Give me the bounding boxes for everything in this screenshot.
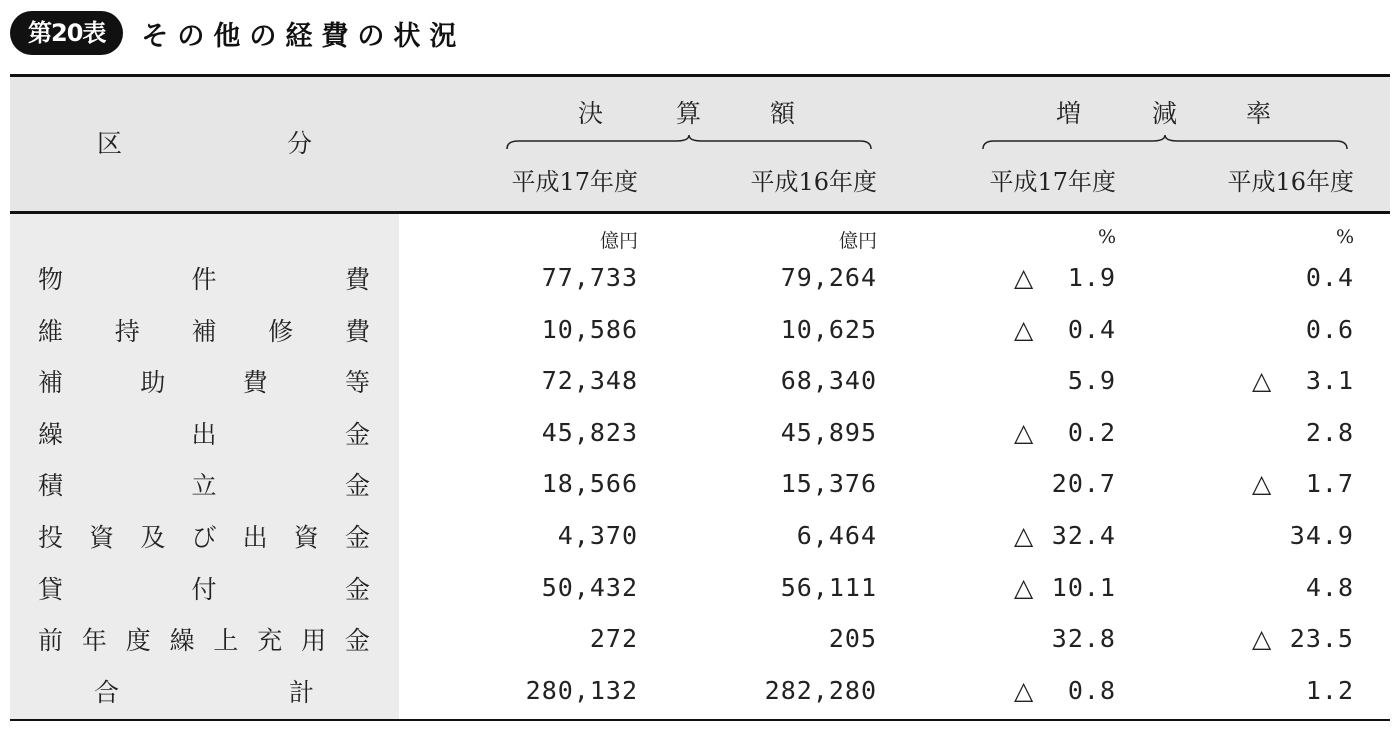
header-kessan-char: 算: [676, 99, 702, 128]
header-kessan-char: 額: [770, 99, 796, 128]
amount-h17-cell: [398, 458, 638, 510]
amount-h17-cell: [398, 252, 638, 304]
cell-value: 1.2: [1305, 675, 1354, 705]
amount-h16-cell: [637, 304, 877, 356]
cell-value: 34.9: [1289, 521, 1354, 550]
rate-h16-cell: [1114, 304, 1354, 356]
unit-amount-h17: 億円: [599, 230, 638, 252]
header-zougen-char: 減: [1152, 99, 1178, 128]
amount-h16-cell: [637, 613, 877, 665]
row-label: [38, 458, 370, 510]
rate-h17-cell: [876, 407, 1116, 459]
cell-value: 205: [828, 624, 877, 654]
cell-value: 272: [589, 624, 638, 654]
rate-h16-cell: [1114, 613, 1354, 665]
amount-h17-cell: [398, 562, 638, 614]
amount-h17-cell: [398, 407, 638, 459]
row-label-char: 費: [242, 368, 268, 398]
header-kessan-char: 決: [578, 99, 604, 128]
row-label-char: 助: [140, 368, 166, 398]
amount-h17-cell: [398, 613, 638, 665]
row-label: [38, 304, 370, 356]
rate-h16-cell: [1114, 252, 1354, 304]
decrease-triangle-icon: △: [1014, 572, 1035, 602]
row-label-char: 立: [191, 471, 217, 501]
amount-h16-cell: [637, 252, 877, 304]
amount-h17-cell: [398, 355, 638, 407]
row-label-char: 用: [301, 626, 327, 656]
row-label-char: 充: [257, 626, 283, 656]
row-label-char: 持: [114, 316, 140, 346]
header-kubun-char: 区: [97, 129, 123, 158]
table-row: [10, 665, 1390, 717]
row-label-char: 上: [213, 626, 239, 656]
amount-h16-cell: [637, 407, 877, 459]
row-label-char: 金: [344, 419, 370, 449]
row-label-char: 金: [344, 471, 370, 501]
rate-h16-cell: [1114, 562, 1354, 614]
cell-value: 4.8: [1305, 572, 1354, 602]
table-row: [10, 252, 1390, 304]
row-label: [38, 407, 370, 459]
decrease-triangle-icon: △: [1252, 469, 1273, 499]
unit-rate-h16: %: [1335, 226, 1354, 248]
rate-h16-cell: [1114, 665, 1354, 717]
row-label-char: 補: [38, 368, 64, 398]
amount-h16-cell: [637, 510, 877, 562]
row-label-char: 年: [81, 626, 107, 656]
cell-value: 77,733: [541, 263, 638, 292]
header-zougen-brace: [982, 134, 1348, 150]
decrease-triangle-icon: △: [1014, 675, 1035, 705]
cell-value: 0.6: [1305, 314, 1354, 344]
table-row: [10, 613, 1390, 665]
row-label-char: 等: [344, 368, 370, 398]
rate-h17-cell: [876, 562, 1116, 614]
cell-value: 18,566: [541, 469, 638, 499]
row-label-char: 費: [344, 265, 370, 294]
cell-value: 10.1: [1051, 572, 1116, 602]
row-label-char: 出: [191, 419, 217, 449]
cell-value: 282,280: [764, 675, 877, 705]
row-label-char: 出: [242, 523, 268, 552]
row-label-char: 金: [344, 523, 370, 552]
decrease-triangle-icon: △: [1252, 366, 1273, 396]
cell-value: 0.4: [1067, 314, 1116, 344]
rate-h17-cell: [876, 665, 1116, 717]
row-label: [38, 562, 370, 614]
cell-value: 45,823: [541, 417, 638, 447]
rate-h16-cell: [1114, 355, 1354, 407]
row-label-char: 度: [125, 626, 151, 656]
cell-value: 6,464: [796, 521, 877, 550]
table-row: [10, 458, 1390, 510]
cell-value: 4,370: [557, 521, 638, 550]
cell-value: 2.8: [1305, 417, 1354, 447]
table-number-badge: 第20表: [10, 11, 123, 55]
cell-value: 45,895: [780, 417, 877, 447]
row-label: [38, 355, 370, 407]
cell-value: 3.1: [1305, 366, 1354, 396]
row-label-char: 積: [38, 471, 64, 501]
decrease-triangle-icon: △: [1014, 314, 1035, 344]
cell-value: 280,132: [525, 675, 638, 705]
cell-value: 72,348: [541, 366, 638, 396]
row-label-char: 及: [140, 523, 166, 552]
cell-value: 0.2: [1067, 417, 1116, 447]
header-amount-h17: 平成17年度: [511, 168, 638, 196]
cell-value: 15,376: [780, 469, 877, 499]
row-label-char: 前: [38, 626, 64, 656]
header-amount-h16: 平成16年度: [750, 168, 877, 196]
row-label-char: 金: [344, 574, 370, 604]
cell-value: 1.9: [1067, 263, 1116, 292]
cell-value: 0.4: [1305, 263, 1354, 292]
table-row: [10, 562, 1390, 614]
amount-h16-cell: [637, 458, 877, 510]
amount-h17-cell: [398, 665, 638, 717]
row-label-char: 繰: [169, 626, 195, 656]
row-label-char: 付: [191, 574, 217, 604]
row-label-char: 修: [268, 316, 294, 346]
row-label-char: び: [191, 523, 217, 552]
amount-h16-cell: [637, 355, 877, 407]
table-row: [10, 355, 1390, 407]
rate-h16-cell: [1114, 458, 1354, 510]
rate-h17-cell: [876, 458, 1116, 510]
header-kessan-brace: [506, 134, 872, 150]
row-label-char: 費: [344, 316, 370, 346]
row-label-char: 補: [191, 316, 217, 346]
table-row: [10, 510, 1390, 562]
cell-value: 56,111: [780, 572, 877, 602]
row-label-char: 資: [293, 523, 319, 552]
table-row: [10, 407, 1390, 459]
decrease-triangle-icon: △: [1014, 263, 1035, 292]
cell-value: 32.4: [1051, 521, 1116, 550]
header-zougen-char: 率: [1246, 99, 1272, 128]
amount-h17-cell: [398, 510, 638, 562]
cell-value: 1.7: [1305, 469, 1354, 499]
rate-h17-cell: [876, 252, 1116, 304]
cell-value: 5.9: [1067, 366, 1116, 396]
cell-value: 50,432: [541, 572, 638, 602]
amount-h17-cell: [398, 304, 638, 356]
rate-h17-cell: [876, 613, 1116, 665]
header-rate-h16: 平成16年度: [1227, 168, 1354, 196]
unit-rate-h17: %: [1097, 226, 1116, 248]
row-label: [38, 613, 370, 665]
cell-value: 23.5: [1289, 624, 1354, 654]
amount-h16-cell: [637, 562, 877, 614]
rate-h17-cell: [876, 304, 1116, 356]
rate-h16-cell: [1114, 510, 1354, 562]
decrease-triangle-icon: △: [1252, 624, 1273, 654]
cell-value: 68,340: [780, 366, 877, 396]
row-label-char: 貸: [38, 574, 64, 604]
cell-value: 79,264: [780, 263, 877, 292]
row-label-char: 件: [191, 265, 217, 294]
amount-h16-cell: [637, 665, 877, 717]
rate-h17-cell: [876, 355, 1116, 407]
row-label: [38, 510, 370, 562]
header-zougen-char: 増: [1056, 99, 1082, 128]
row-label: [94, 665, 314, 717]
row-label-char: 物: [38, 265, 64, 294]
cell-value: 10,625: [780, 314, 877, 344]
table-title: その他の経費の状況: [141, 20, 466, 52]
row-label-char: 計: [288, 677, 314, 707]
unit-amount-h16: 億円: [838, 230, 877, 252]
table-row: [10, 304, 1390, 356]
cell-value: 32.8: [1051, 624, 1116, 654]
row-label-char: 繰: [38, 419, 64, 449]
cell-value: 20.7: [1051, 469, 1116, 499]
cell-value: 10,586: [541, 314, 638, 344]
table-title-row: [10, 8, 465, 58]
row-label-char: 資: [89, 523, 115, 552]
row-label-char: 維: [38, 316, 64, 346]
row-label: [38, 252, 370, 304]
row-label-char: 金: [344, 626, 370, 656]
bottom-rule: [10, 719, 1390, 721]
header-kubun-char: 分: [287, 129, 313, 158]
header-rate-h17: 平成17年度: [989, 168, 1116, 196]
rate-h17-cell: [876, 510, 1116, 562]
row-label-char: 投: [38, 523, 64, 552]
decrease-triangle-icon: △: [1014, 521, 1035, 550]
cell-value: 0.8: [1067, 675, 1116, 705]
decrease-triangle-icon: △: [1014, 417, 1035, 447]
row-label-char: 合: [94, 677, 120, 707]
rate-h16-cell: [1114, 407, 1354, 459]
